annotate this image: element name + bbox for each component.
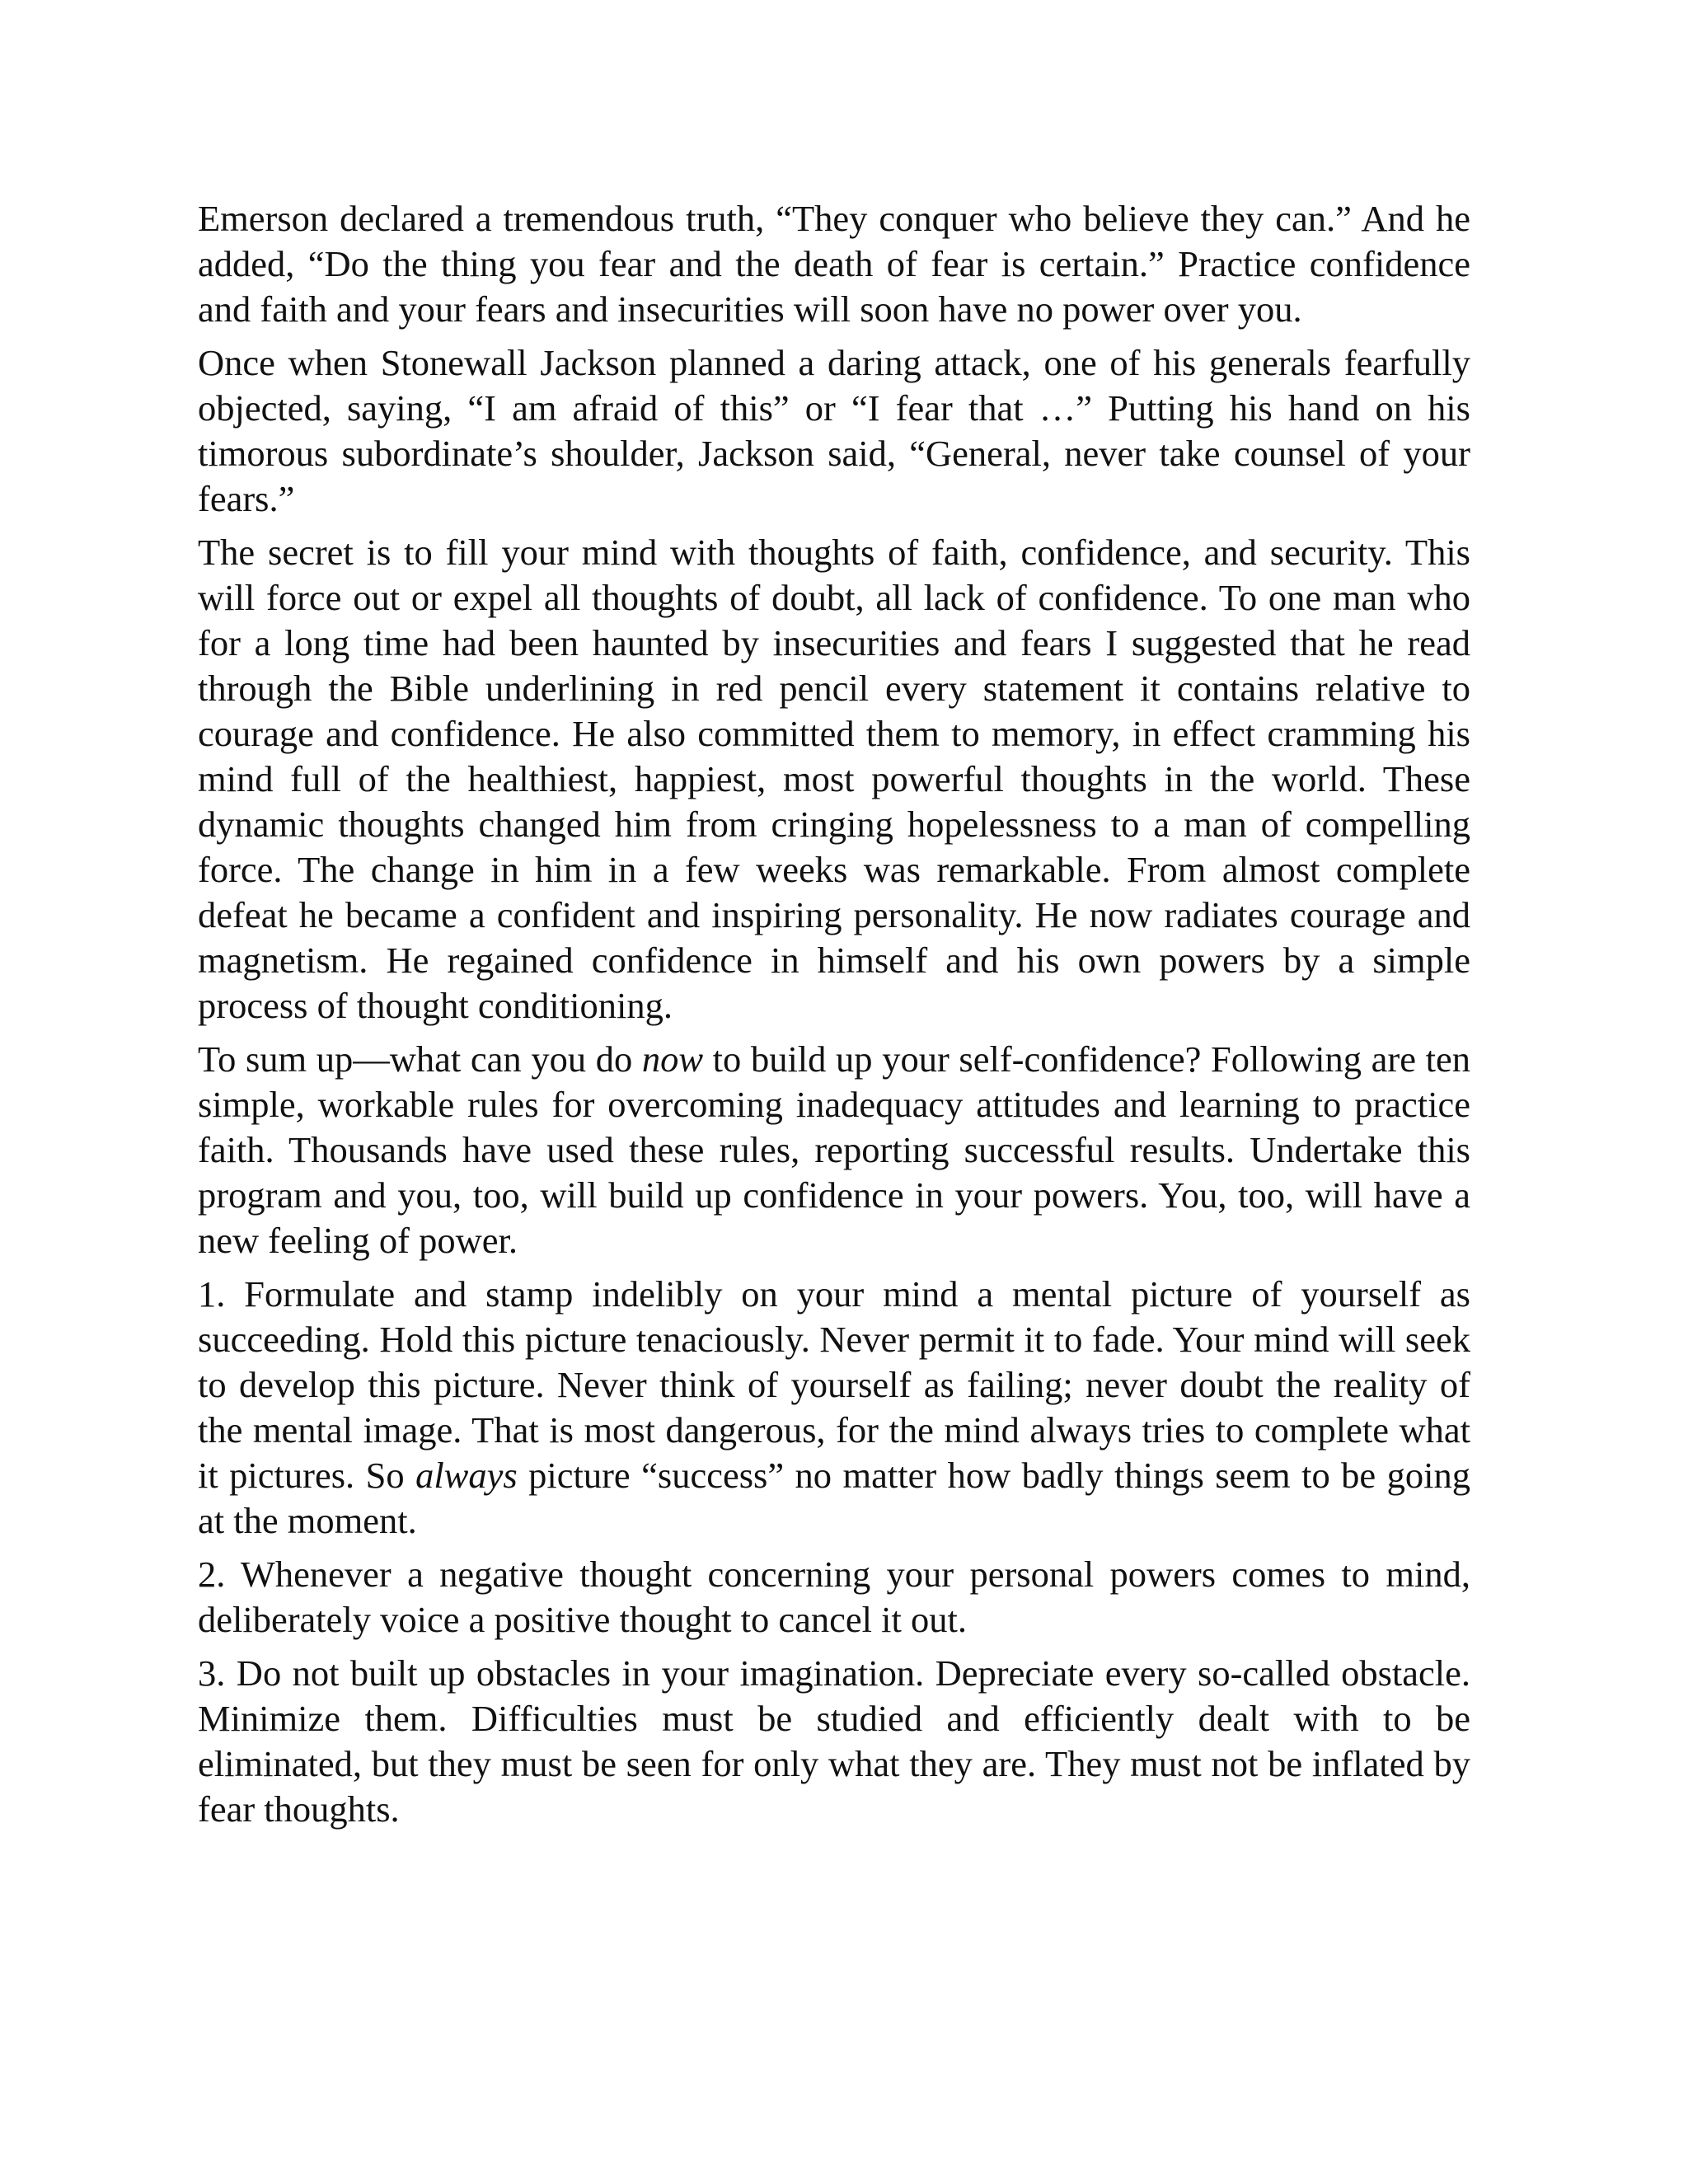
rule-3: 3. Do not built up obstacles in your imagination. Depreciate every so-called obstacle. Minimize them. Difficulties must be studied and efficiently dealt with to be eliminated, but they must be seen for only what they are. They must not be inflated by fear thoughts.: [198, 1652, 1470, 1830]
rule-1-text-after: picture “success” no matter how badly things seem to be going at the moment.: [198, 1455, 1470, 1541]
paragraph-stonewall-jackson: Once when Stonewall Jackson planned a daring attack, one of his generals fearfully objected, saying, “I am afraid of this” or “I fear that …” Putting his hand on his timorous subordinate’s shoulder, Jackson said, “General, never take counsel of your fears.”: [198, 342, 1470, 519]
rule-1-emphasis: always: [415, 1455, 518, 1496]
paragraph-sum-up-emphasis: now: [641, 1038, 704, 1080]
rule-2: 2. Whenever a negative thought concerning your personal powers comes to mind, deliberately voice a positive thought to cancel it out.: [198, 1554, 1470, 1640]
paragraph-secret: The secret is to fill your mind with thoughts of faith, confidence, and security. This will force out or expel all thoughts of doubt, all lack of confidence. To one man who for a long time had been haunted by insecurities and fears I suggested that he read through the Bible underlining in red pencil every statement it contains relative to courage and confidence. He also committed them to memory, in effect cramming his mind full of the healthiest, happiest, most powerful thoughts in the world. These dynamic thoughts changed him from cringing hopelessness to a man of compelling force. The change in him in a few weeks was remarkable. From almost complete defeat he became a confident and inspiring personality. He now radiates courage and magnetism. He regained confidence in himself and his own powers by a simple process of thought conditioning.: [198, 532, 1470, 1026]
paragraph-sum-up-text-after: to build up your self-confidence? Following are ten simple, workable rules for overcoming inadequacy attitudes and learning to practice faith. Thousands have used these rules, reporting successful results. Undertake this program and you, too, will build up confidence in your powers. You, too, will have a new feeling of power.: [198, 1038, 1470, 1261]
paragraph-sum-up: [198, 1037, 1470, 1263]
paragraph-sum-up-text-before: To sum up—what can you do: [198, 1038, 642, 1080]
rule-1-text-before: 1. Formulate and stamp indelibly on your mind a mental picture of yourself as succeeding. Hold this picture tenaciously. Never permit it to fade. Your mind will seek to develop this picture. Never think of yourself as failing; never doubt the reality of the mental image. That is most dangerous, for the mind always tries to complete what it pictures. So: [198, 1273, 1470, 1496]
document-page: [198, 196, 1470, 1840]
paragraph-emerson: Emerson declared a tremendous truth, “They conquer who believe they can.” And he added, “Do the thing you fear and the death of fear is certain.” Practice confidence and faith and your fears and insecurities will soon have no power over you.: [198, 198, 1470, 330]
rule-1: [198, 1272, 1470, 1544]
